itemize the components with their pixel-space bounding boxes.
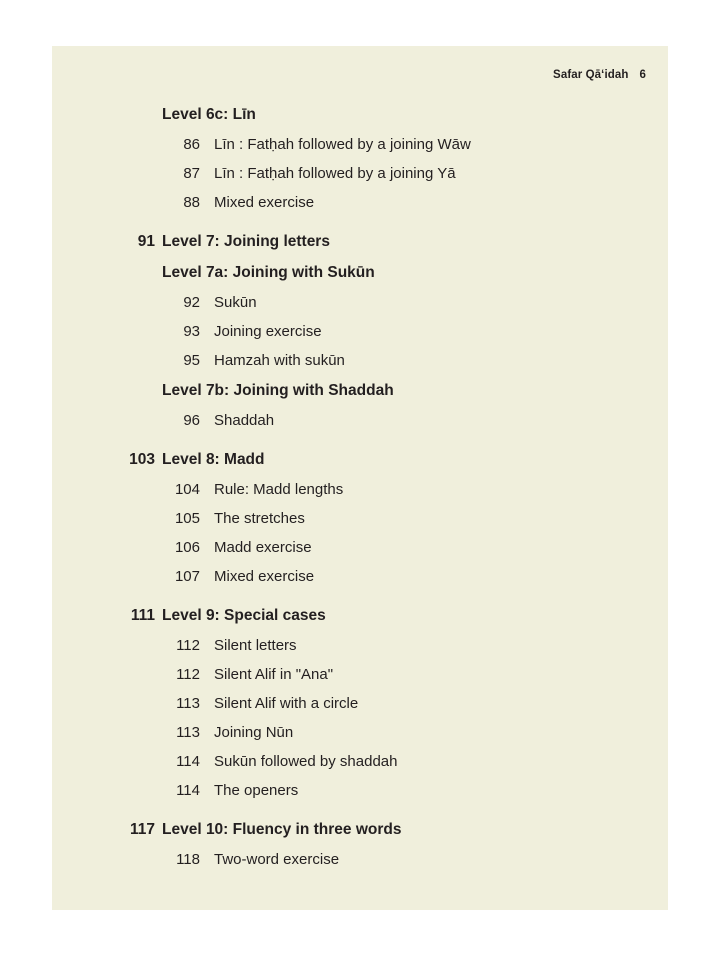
toc-folio: 112 [176, 666, 200, 683]
toc-folio: 114 [176, 782, 200, 799]
toc-label: The stretches [214, 510, 305, 527]
toc-level-heading [52, 451, 668, 469]
toc-entry [52, 412, 668, 429]
toc-entry [52, 568, 668, 585]
toc-folio: 92 [183, 294, 200, 311]
toc-entry [52, 724, 668, 741]
toc-label: Level 7: Joining letters [162, 233, 330, 250]
toc-label: Level 6c: Līn [162, 106, 256, 123]
toc-entry [52, 782, 668, 799]
toc-label: Sukūn followed by shaddah [214, 753, 398, 770]
toc-entry [52, 136, 668, 153]
toc-entry [52, 637, 668, 654]
toc-entry [52, 539, 668, 556]
running-head-title: Safar Qāʻidah [553, 69, 629, 81]
toc-folio: 86 [183, 136, 200, 153]
toc-label: Sukūn [214, 294, 257, 311]
toc-entry [52, 323, 668, 340]
toc-folio: 117 [129, 821, 155, 838]
toc-sublevel-heading [52, 264, 668, 282]
toc-label: Silent Alif with a circle [214, 695, 359, 712]
toc-label: Hamzah with sukūn [214, 352, 345, 369]
toc-level-heading [52, 821, 668, 839]
toc-entry [52, 165, 668, 182]
toc-folio: 111 [130, 607, 155, 624]
table-of-contents [52, 106, 668, 868]
toc-label: Līn : Fatḥah followed by a joining Wāw [214, 136, 471, 153]
toc-label: Level 10: Fluency in three words [162, 821, 402, 838]
toc-folio: 104 [174, 481, 200, 498]
toc-folio: 87 [183, 165, 200, 182]
toc-label: Joining Nūn [214, 724, 294, 741]
toc-entry [52, 753, 668, 770]
toc-entry [52, 851, 668, 868]
toc-label: Madd exercise [214, 539, 312, 556]
toc-label: Level 8: Madd [162, 451, 265, 468]
running-head-folio: 6 [639, 69, 646, 81]
toc-label: Shaddah [214, 412, 275, 429]
toc-label: Līn : Fatḥah followed by a joining Yā [214, 165, 456, 182]
toc-entry [52, 481, 668, 498]
running-head [553, 69, 646, 81]
toc-folio: 112 [176, 637, 200, 654]
toc-label: The openers [214, 782, 299, 799]
toc-folio: 91 [137, 233, 155, 250]
toc-label: Level 7a: Joining with Sukūn [162, 264, 375, 281]
toc-level-heading [52, 607, 668, 625]
toc-sublevel-heading [52, 382, 668, 400]
toc-folio: 106 [174, 539, 200, 556]
toc-label: Rule: Madd lengths [214, 481, 344, 498]
toc-label: Silent Alif in "Ana" [214, 666, 334, 683]
toc-entry [52, 666, 668, 683]
toc-folio: 107 [174, 568, 200, 585]
toc-label: Mixed exercise [214, 568, 315, 585]
toc-folio: 105 [174, 510, 200, 527]
book-page [52, 46, 668, 910]
toc-entry [52, 695, 668, 712]
toc-folio: 96 [183, 412, 200, 429]
toc-label: Mixed exercise [214, 194, 315, 211]
toc-folio: 88 [183, 194, 200, 211]
toc-entry [52, 352, 668, 369]
toc-folio: 103 [129, 451, 155, 468]
toc-label: Level 9: Special cases [162, 607, 326, 624]
toc-level-heading [52, 233, 668, 251]
toc-folio: 113 [176, 724, 200, 741]
toc-entry [52, 510, 668, 527]
toc-sublevel-heading [52, 106, 668, 124]
toc-label: Joining exercise [214, 323, 322, 340]
toc-label: Two-word exercise [214, 851, 340, 868]
toc-entry [52, 294, 668, 311]
toc-folio: 114 [176, 753, 200, 770]
toc-label: Level 7b: Joining with Shaddah [162, 382, 394, 399]
toc-folio: 118 [176, 851, 200, 868]
toc-folio: 93 [183, 323, 200, 340]
toc-entry [52, 194, 668, 211]
toc-folio: 113 [176, 695, 200, 712]
toc-folio: 95 [183, 352, 200, 369]
toc-label: Silent letters [214, 637, 297, 654]
